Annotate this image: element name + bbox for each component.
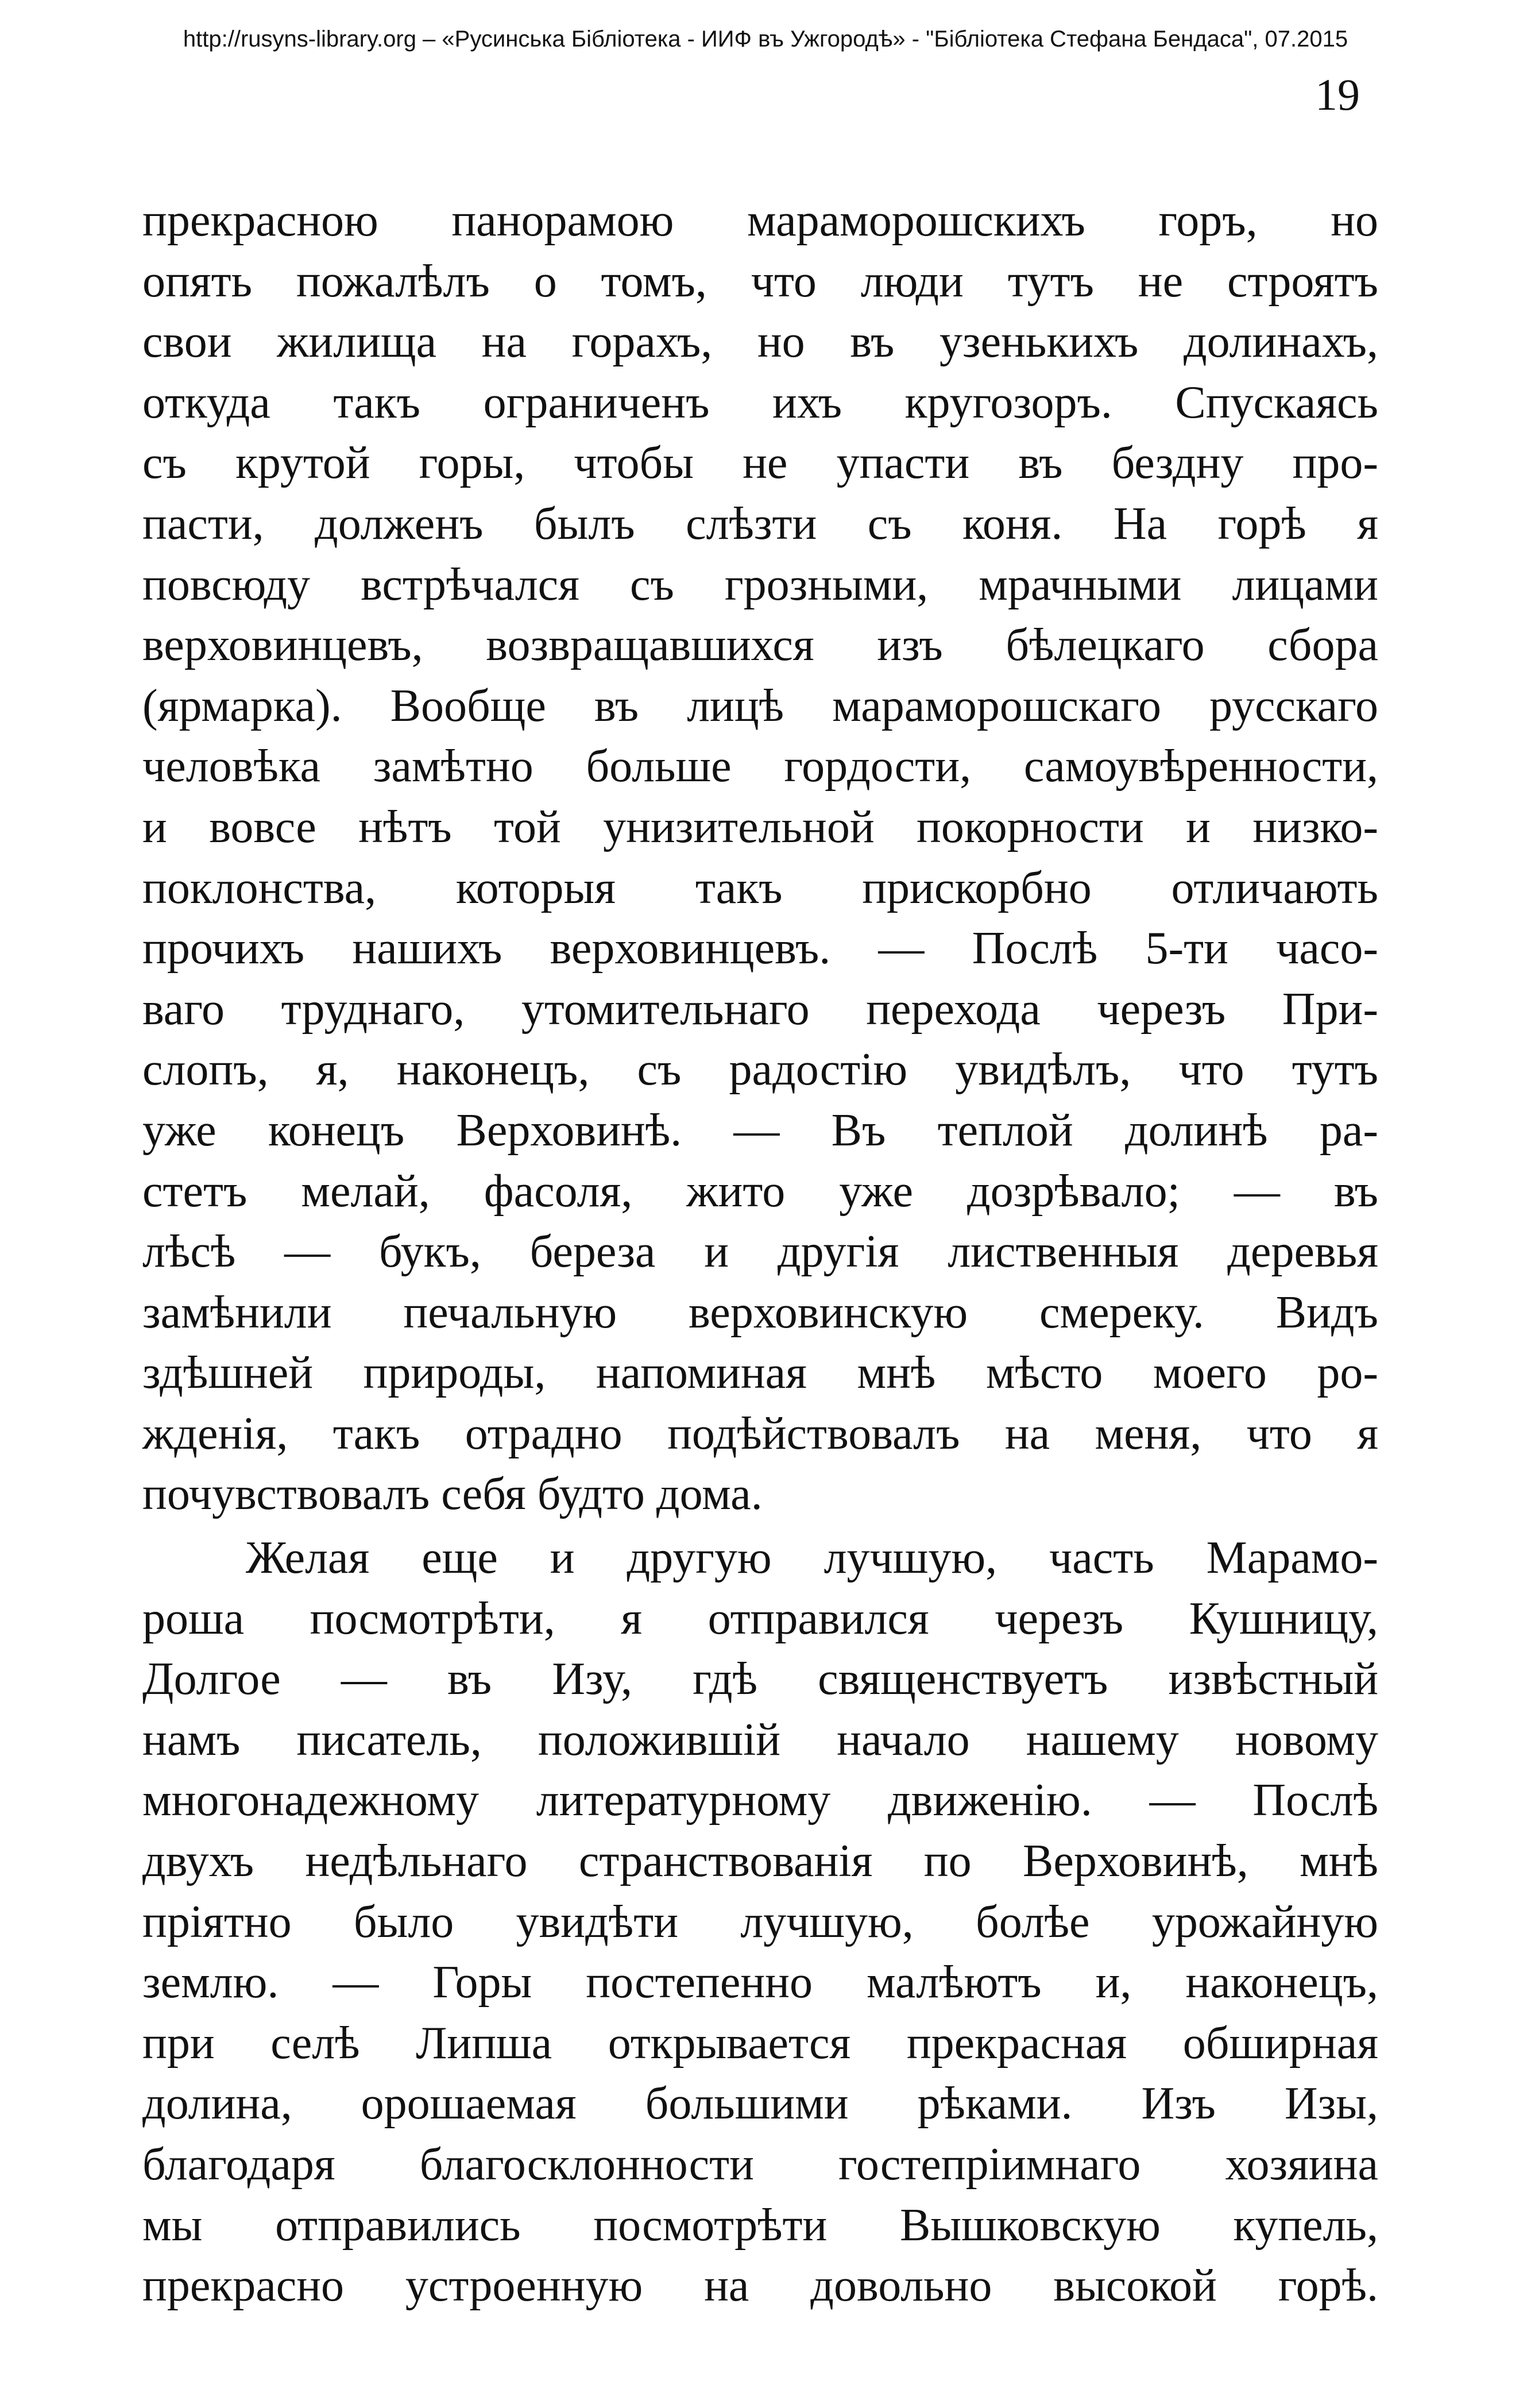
text-line: и вовсе нѣтъ той унизительной покорности и низко- xyxy=(142,801,1378,852)
text-line: при селѣ Липша открывается прекрасная обширная xyxy=(142,2017,1378,2069)
text-line: благодаря благосклонности гостепріимнаго хозяина xyxy=(142,2139,1378,2190)
source-url-header: http://rusyns-library.org – «Русинська Бібліотека - ИИФ въ Ужгородѣ» - "Бібліотека Стефана Бендаса", 07.2015 xyxy=(183,26,1348,52)
text-line: здѣшней природы, напоминая мнѣ мѣсто моего ро- xyxy=(142,1348,1378,1399)
text-line: мы отправились посмотрѣти Вышковскую купель, xyxy=(142,2199,1378,2251)
text-line: лѣсѣ — букъ, береза и другія лиственныя деревья xyxy=(142,1226,1378,1278)
text-line: двухъ недѣльнаго странствованія по Верховинѣ, мнѣ xyxy=(142,1835,1378,1886)
text-line: прочихъ нашихъ верховинцевъ. — Послѣ 5-ти часо- xyxy=(142,923,1378,974)
text-line: свои жилища на горахъ, но въ узенькихъ долинахъ, xyxy=(142,317,1378,368)
text-line: почувствовалъ себя будто дома. xyxy=(142,1469,763,1520)
text-line: опять пожалѣлъ о томъ, что люди тутъ не строятъ xyxy=(142,256,1378,307)
text-line: съ крутой горы, чтобы не упасти въ бездну про- xyxy=(142,438,1378,489)
text-line: прекрасно устроенную на довольно высокой горѣ. xyxy=(142,2260,1378,2311)
paragraph-1 xyxy=(142,191,1378,1525)
text-line: пріятно было увидѣти лучшую, болѣе урожайную xyxy=(142,1896,1378,1947)
text-line: роша посмотрѣти, я отправился черезъ Кушницу, xyxy=(142,1593,1378,1644)
text-line: ваго труднаго, утомительнаго перехода черезъ При- xyxy=(142,983,1378,1035)
text-line: уже конецъ Верховинѣ. — Въ теплой долинѣ ра- xyxy=(142,1105,1378,1156)
text-line: замѣнили печальную верховинскую смереку. Видъ xyxy=(142,1287,1378,1338)
text-line: (ярмарка). Вообще въ лицѣ мараморошскаго русскаго xyxy=(142,680,1378,731)
text-line: Долгое — въ Изу, гдѣ священствуетъ извѣстный xyxy=(142,1654,1378,1705)
text-line: стетъ мелай, фасоля, жито уже дозрѣвало; — въ xyxy=(142,1166,1378,1217)
text-line: Желая еще и другую лучшую, часть Марамо- xyxy=(246,1533,1378,1583)
text-line: человѣка замѣтно больше гордости, самоувѣренности, xyxy=(142,741,1378,792)
text-line: намъ писатель, положившій начало нашему новому xyxy=(142,1714,1378,1765)
text-line: поклонства, которыя такъ прискорбно отличають xyxy=(142,862,1378,913)
paragraph-2 xyxy=(142,1528,1378,2317)
text-line: прекрасною панорамою мараморошскихъ горъ, но xyxy=(142,195,1378,246)
text-line: долина, орошаемая большими рѣками. Изъ Изы, xyxy=(142,2078,1378,2129)
text-line: откуда такъ ограниченъ ихъ кругозоръ. Спускаясь xyxy=(142,377,1378,428)
text-line: многонадежному литературному движенію. — Послѣ xyxy=(142,1775,1378,1826)
page-number: 19 xyxy=(1315,70,1360,119)
text-line: жденія, такъ отрадно подѣйствовалъ на меня, что я xyxy=(142,1408,1378,1459)
text-line: верховинцевъ, возвращавшихся изъ бѣлецкаго сбора xyxy=(142,620,1378,671)
text-line: повсюду встрѣчался съ грозными, мрачными лицами xyxy=(142,559,1378,610)
text-line: слопъ, я, наконецъ, съ радостію увидѣлъ, что тутъ xyxy=(142,1044,1378,1095)
text-line: пасти, долженъ былъ слѣзти съ коня. На горѣ я xyxy=(142,498,1378,549)
text-line: землю. — Горы постепенно малѣютъ и, наконецъ, xyxy=(142,1957,1378,2008)
